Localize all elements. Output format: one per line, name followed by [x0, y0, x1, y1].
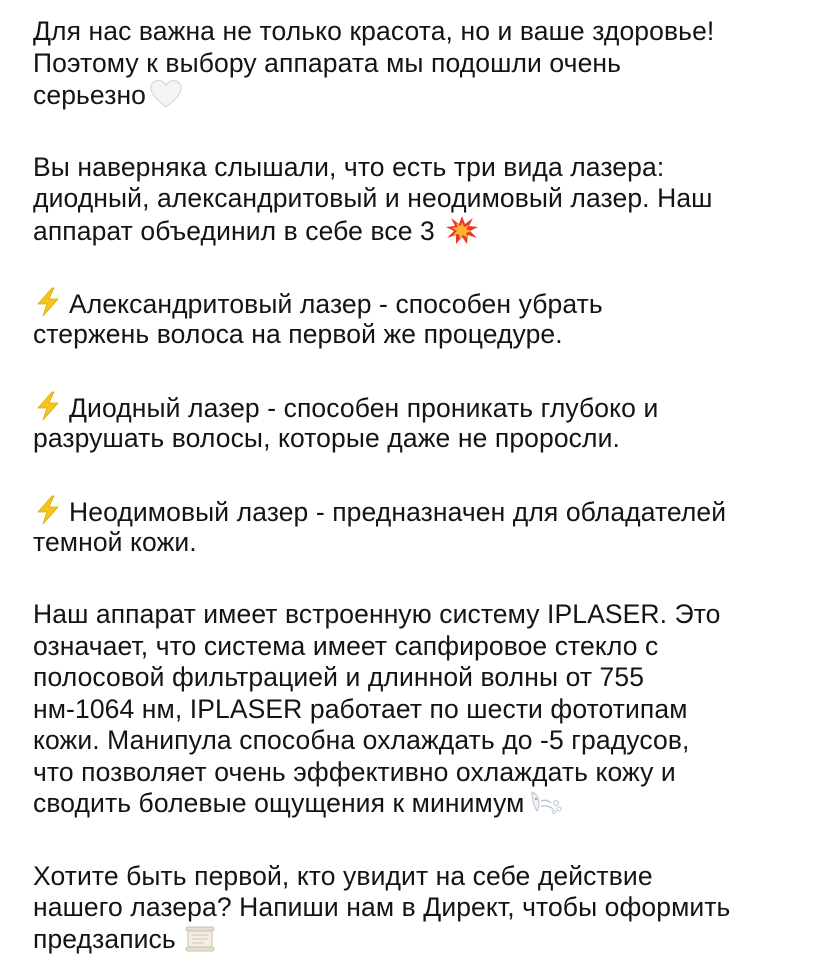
text-line: аппарат объединил в себе все 3 [33, 215, 435, 246]
paragraph-call-to-action [33, 861, 813, 956]
post-text [33, 16, 813, 955]
text-line: предзапись [33, 923, 176, 954]
text-line: серьезно [33, 80, 147, 110]
paragraph-neodymium [33, 495, 813, 558]
text-line: Неодимовый лазер - предназначен для обладателей [69, 497, 727, 527]
scroll-icon [184, 925, 216, 961]
text-line: Поэтому к выбору аппарата мы подошли очень [33, 47, 622, 78]
text-line: Диодный лазер - способен проникать глубоко и [69, 393, 659, 423]
paragraph-laser-types [33, 152, 813, 247]
text-line: темной кожи. [33, 526, 197, 557]
text-line: стержень волоса на первой же процедуре. [33, 318, 563, 349]
text-line: кожи. Манипула способна охлаждать до -5 градусов, [33, 725, 690, 755]
paragraph-alexandrite [33, 287, 813, 350]
text-line: диодный, александритовый и неодимовый лазер. Наш [33, 183, 713, 213]
text-line: Александритовый лазер - способен убрать [69, 289, 603, 319]
paragraph-diode [33, 391, 813, 454]
collision-icon [445, 215, 479, 253]
text-line: сводить болевые ощущения к минимум [33, 788, 525, 818]
wind-face-icon [529, 789, 563, 825]
text-line: Наш аппарат имеет встроенную систему IPLASER. Это [33, 599, 721, 629]
text-line: Для нас важна не только красота, но и ваше здоровье! [33, 16, 715, 46]
white-heart-icon [150, 79, 182, 117]
paragraph-iplaser [33, 599, 813, 820]
text-line: разрушать волосы, которые даже не проросли. [33, 422, 620, 453]
paragraph-intro [33, 16, 813, 111]
text-line: нашего лазера? Напиши нам в Директ, чтобы оформить [33, 892, 731, 922]
text-line: означает, что система имеет сапфировое стекло с [33, 630, 659, 661]
text-line: полосовой фильтрацией и длинной волны от 755 [33, 662, 645, 692]
text-line: Хотите быть первой, кто увидит на себе действие [33, 860, 653, 891]
text-line: нм-1064 нм, IPLASER работает по шести фототипам [33, 693, 688, 724]
text-line: что позволяет очень эффективно охлаждать кожу и [33, 756, 676, 787]
text-line: Вы наверняка слышали, что есть три вида лазера: [33, 151, 665, 182]
